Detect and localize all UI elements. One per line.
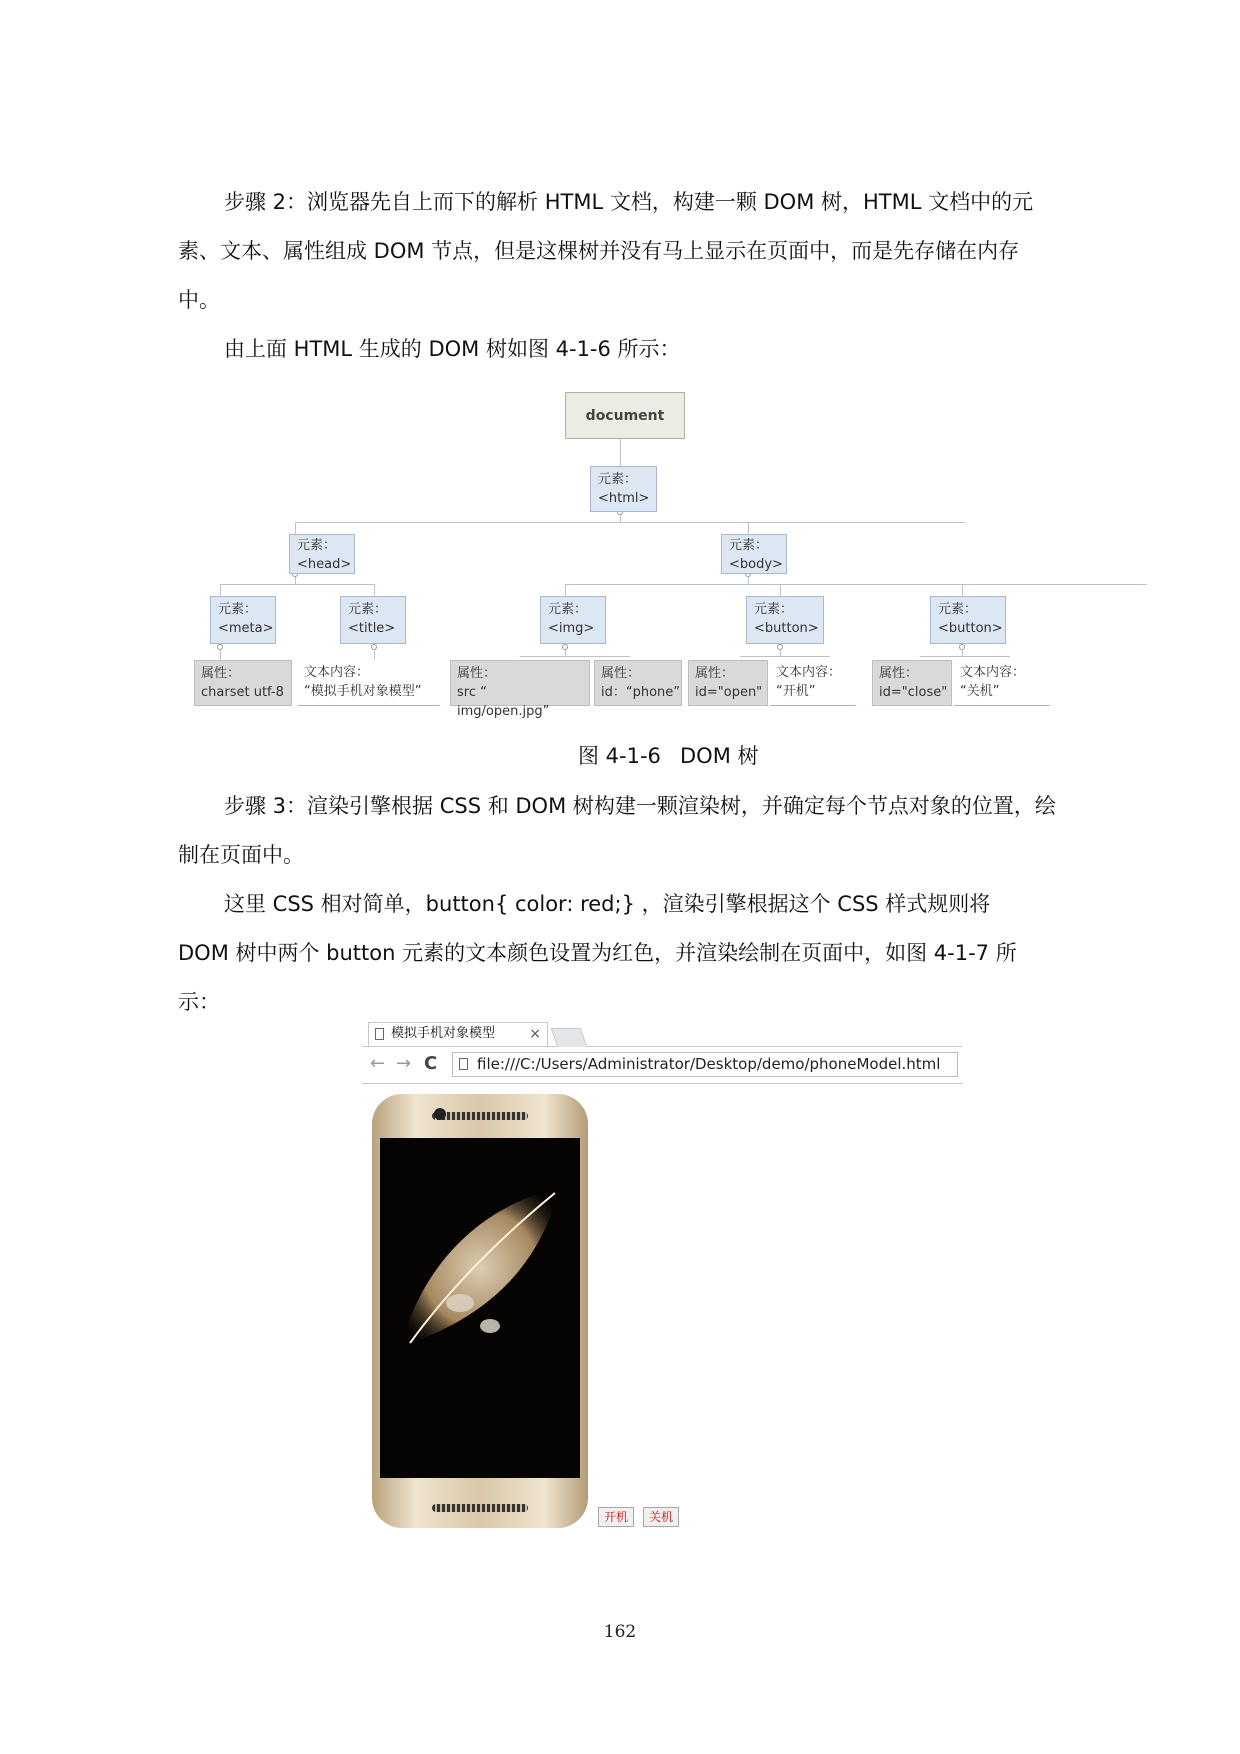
node-html-label: 元素：	[598, 472, 638, 487]
paragraph-css-rule: 这里 CSS 相对简单，button{ color: red;} ，渲染引擎根据这个 CSS 样式规则将	[224, 892, 991, 916]
node-html-tag: <html>	[598, 491, 650, 506]
node-meta-tag: <meta>	[218, 621, 274, 636]
front-camera	[434, 1108, 446, 1120]
phone-image	[372, 1094, 588, 1528]
leaf-button-open-id-label: 属性：	[695, 666, 735, 681]
leaf-button-open-id-value: id="open"	[695, 685, 763, 700]
leaf-img-src	[450, 660, 590, 719]
leaf-img-src-label: 属性：	[457, 666, 497, 681]
leaf-meta-attr-label: 属性：	[201, 666, 241, 681]
phone-buttons	[598, 1506, 683, 1527]
node-img-label: 元素：	[548, 602, 588, 617]
phone-screen	[380, 1138, 580, 1478]
leaf-img-id-label: 属性：	[601, 666, 641, 681]
feather-wallpaper	[390, 1178, 570, 1378]
node-title	[340, 596, 406, 644]
leaf-title-text-value: “模拟手机对象模型”	[304, 684, 422, 699]
leaf-button-open-text-label: 文本内容：	[776, 665, 842, 680]
node-button-open-tag: <button>	[754, 621, 819, 636]
address-url: file:///C:/Users/Administrator/Desktop/demo/phoneModel.html	[477, 1055, 941, 1073]
back-icon[interactable]: ←	[370, 1053, 386, 1074]
paragraph-css-result: DOM 树中两个 button 元素的文本颜色设置为红色，并渲染绘制在页面中，如图 4-1-7 所示：	[178, 941, 1017, 1014]
dom-tree-figure	[190, 388, 1070, 718]
top-speaker	[432, 1112, 528, 1120]
node-button-open	[746, 596, 824, 644]
node-title-label: 元素：	[348, 602, 388, 617]
leaf-button-close-text	[954, 660, 1050, 706]
node-meta-label: 元素：	[218, 602, 258, 617]
caption-number: 图 4-1-6	[578, 744, 661, 768]
leaf-img-src-value: src “ img/open.jpg”	[457, 685, 550, 719]
close-icon[interactable]: ×	[529, 1026, 541, 1042]
leaf-button-close-text-label: 文本内容：	[960, 665, 1026, 680]
browser-screenshot	[362, 1020, 962, 1540]
tab-title: 模拟手机对象模型	[391, 1026, 496, 1041]
paragraph-step3: 步骤 3：渲染引擎根据 CSS 和 DOM 树构建一颗渲染树，并确定每个节点对象的位置，绘制在页面中。	[178, 794, 1056, 867]
nav-bar	[362, 1047, 962, 1084]
node-document: document	[565, 392, 685, 439]
forward-icon[interactable]: →	[396, 1053, 412, 1074]
new-tab-button[interactable]	[551, 1028, 588, 1047]
caption-text: DOM 树	[680, 744, 759, 768]
reload-icon[interactable]: C	[424, 1053, 438, 1074]
leaf-meta-attr-value: charset utf-8	[201, 685, 284, 700]
leaf-button-close-text-value: “关机”	[960, 684, 1000, 699]
leaf-title-text-label: 文本内容：	[304, 665, 370, 680]
node-head-tag: <head>	[297, 557, 352, 572]
node-button-close-tag: <button>	[938, 621, 1003, 636]
paragraph-step2: 步骤 2：浏览器先自上而下的解析 HTML 文档，构建一颗 DOM 树，HTML 文档中的元素、文本、属性组成 DOM 节点，但是这棵树并没有马上显示在页面中，而是先存储在内存中。	[178, 190, 1034, 312]
node-head	[289, 534, 355, 574]
node-title-tag: <title>	[348, 621, 396, 636]
leaf-button-open-id	[688, 660, 768, 706]
page-icon	[375, 1028, 384, 1040]
leaf-img-id	[594, 660, 682, 706]
power-on-button[interactable]: 开机	[598, 1507, 634, 1527]
node-body-label: 元素：	[729, 538, 769, 553]
node-body-tag: <body>	[729, 557, 783, 572]
leaf-title-text	[298, 660, 440, 706]
leaf-button-close-id-label: 属性：	[879, 666, 919, 681]
node-img	[540, 596, 606, 644]
paragraph-figure-intro: 由上面 HTML 生成的 DOM 树如图 4-1-6 所示：	[224, 337, 681, 361]
page-number: 162	[603, 1622, 637, 1642]
node-button-close	[930, 596, 1006, 644]
node-img-tag: <img>	[548, 621, 595, 636]
node-meta	[210, 596, 276, 644]
leaf-button-close-id	[872, 660, 952, 706]
leaf-meta-attr	[194, 660, 292, 706]
address-bar[interactable]	[452, 1052, 958, 1077]
tab-bar	[362, 1020, 962, 1047]
leaf-img-id-value: id：“phone”	[601, 685, 681, 700]
node-button-close-label: 元素：	[938, 602, 978, 617]
leaf-button-open-text-value: “开机”	[776, 684, 816, 699]
leaf-button-close-id-value: id="close"	[879, 685, 948, 700]
leaf-button-open-text	[770, 660, 856, 706]
bottom-speaker	[432, 1504, 528, 1512]
node-html	[590, 466, 657, 512]
node-button-open-label: 元素：	[754, 602, 794, 617]
node-head-label: 元素：	[297, 538, 337, 553]
power-off-button[interactable]: 关机	[643, 1507, 679, 1527]
browser-tab[interactable]	[368, 1022, 548, 1046]
file-icon	[459, 1058, 468, 1070]
node-body	[721, 534, 787, 574]
